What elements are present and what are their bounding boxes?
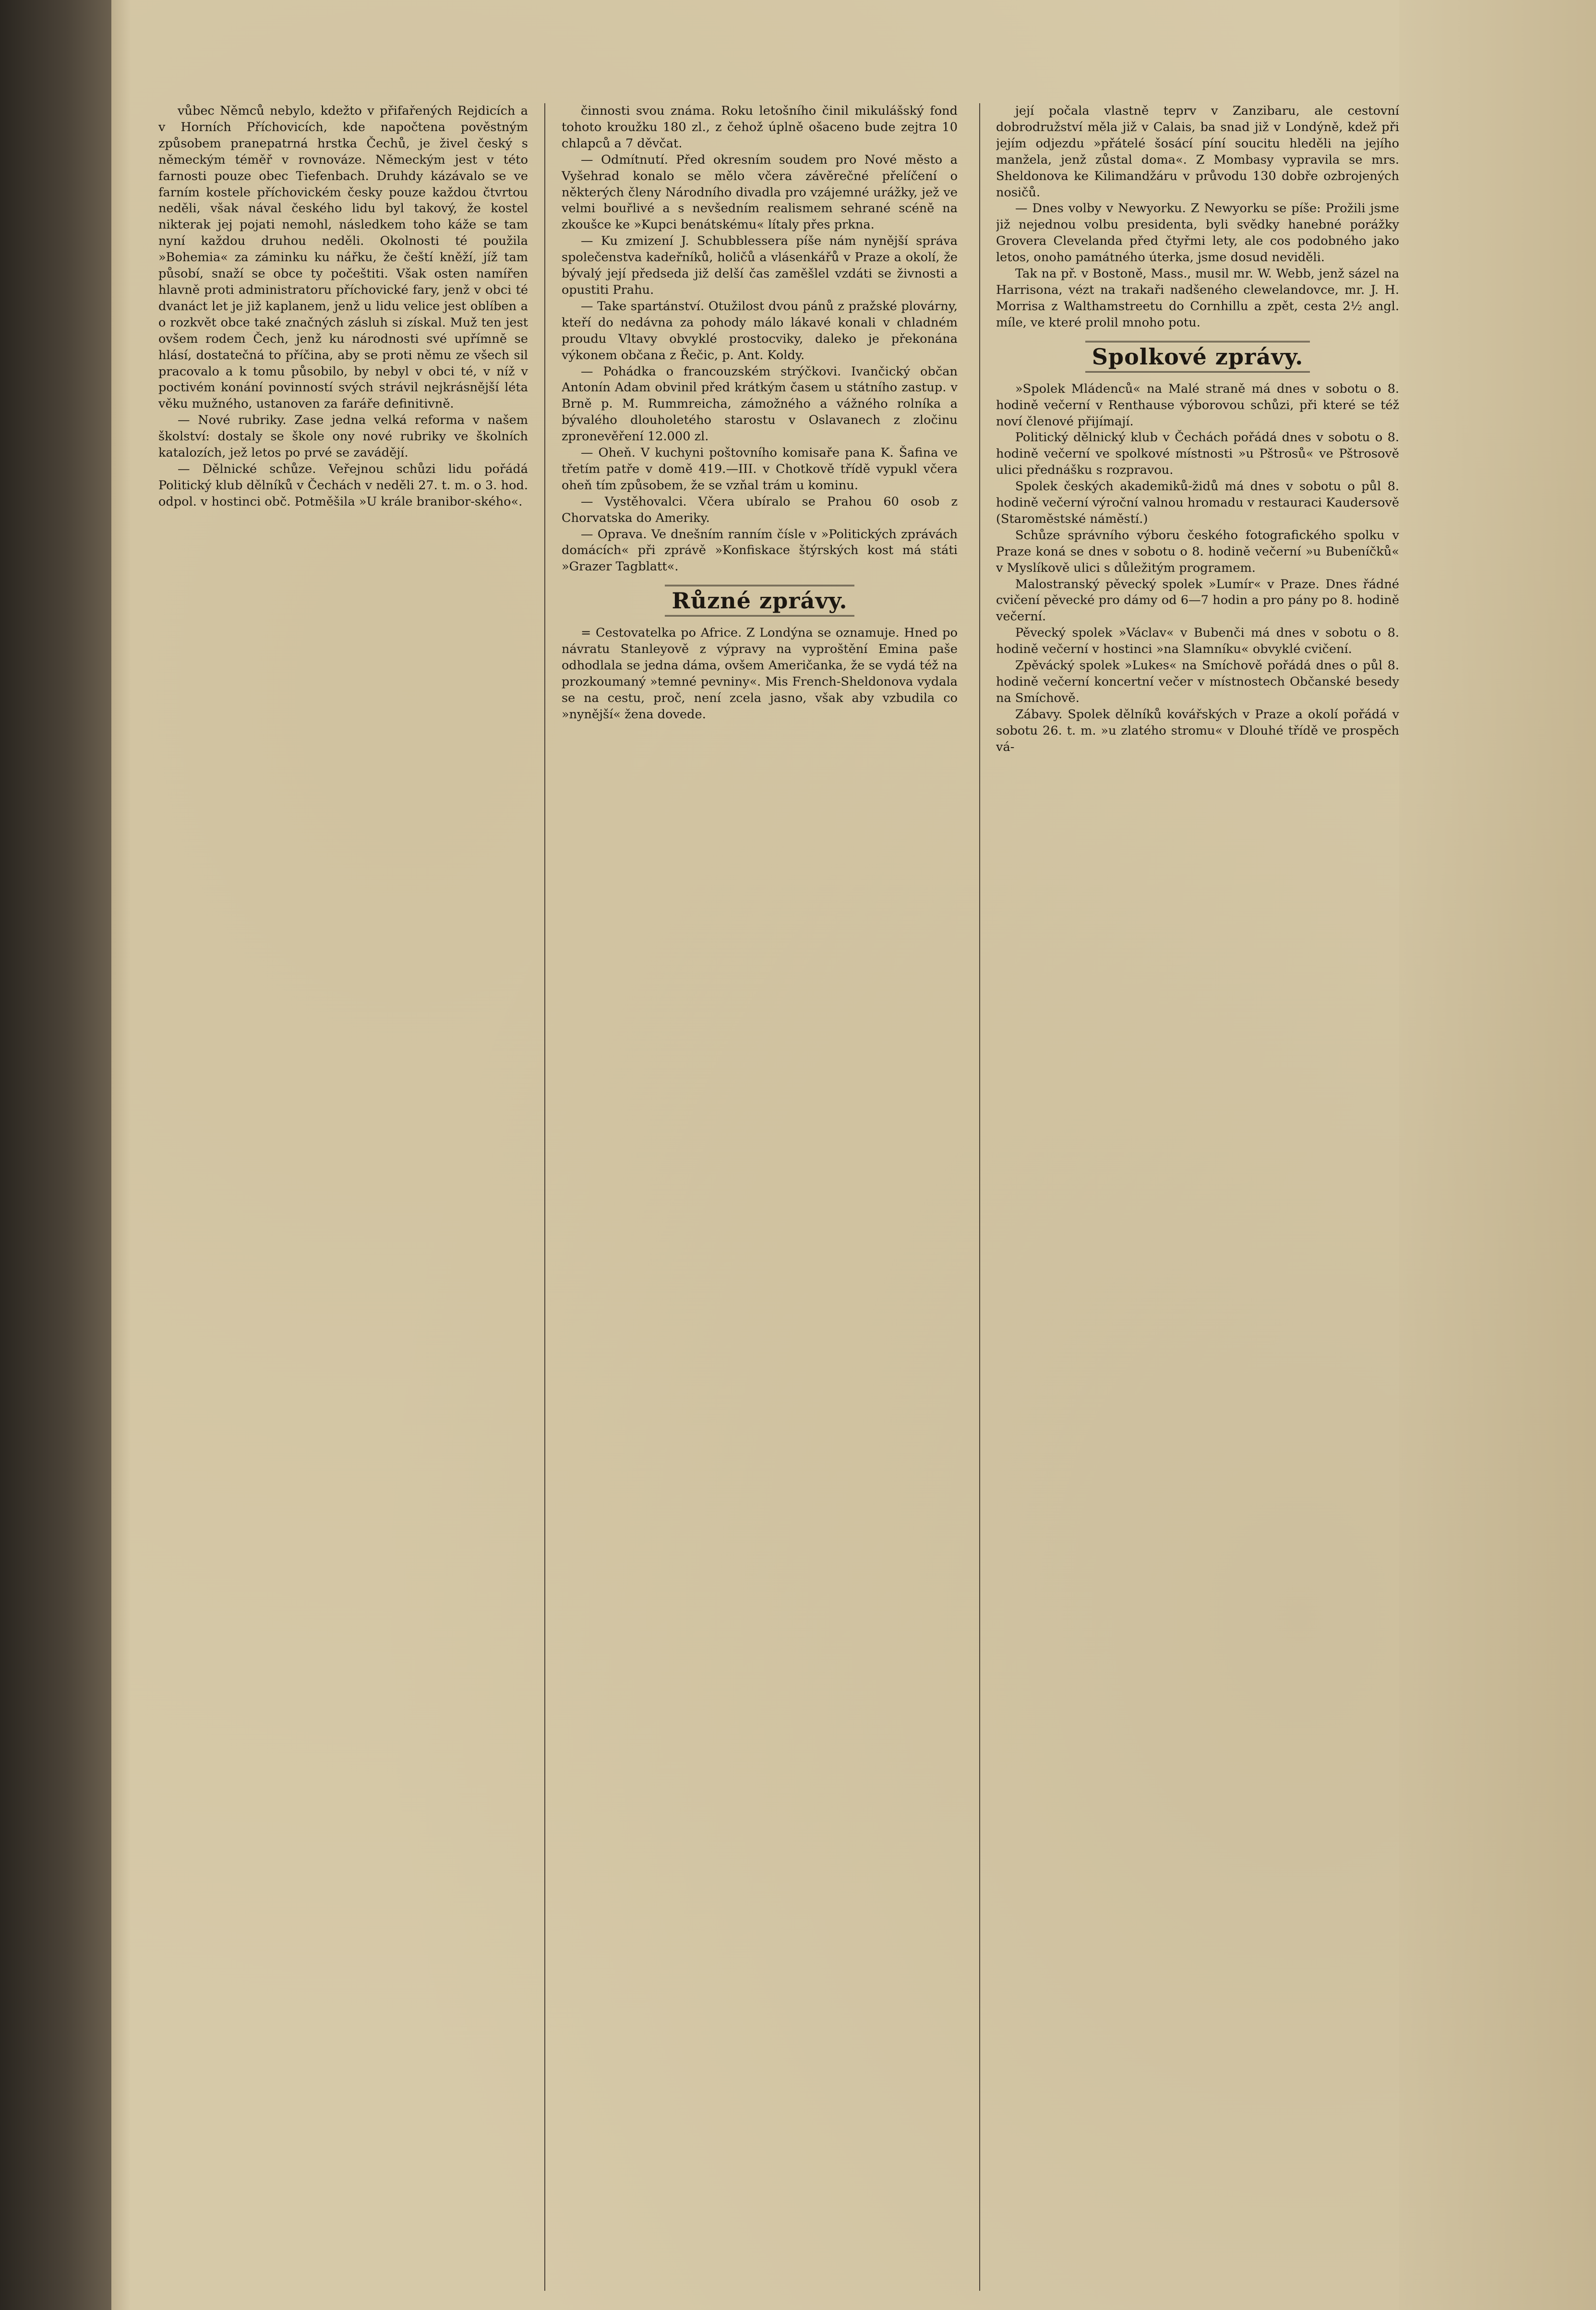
column-3: [996, 103, 1399, 2291]
paragraph: vůbec Němců nebylo, kdežto v přifařených Rejdicích a v Horních Příchovicích, kde napočtena pověstným způsobem pranepatrná hrstka Čechů, je živel český s německým téměř v rovnováze. Německým jest v této farnosti pouze obec Tiefenbach. Druhdy kázávalo se ve farním kostele příchovickém česky pouze každou čtvrtou neděli, však nával českého lidu byl takový, že kostel nikterak jej pojati nemohl, následkem toho káže se tam nyní každou druhou neděli. Okolnosti té použila »Bohemia« za záminku ku nářku, že čeští kněží, jíž tam působí, snaží se obce ty počeštiti. Však osten namířen hlavně proti administratoru příchovické fary, jenž v obci té dvanáct let je již kaplanem, jenž u lidu velice jest oblíben a o rozkvět obce také značných zásluh si získal. Muž ten jest ovšem rodem Čech, jenž ku národnosti své upřímně se hlásí, dostatečná to příčina, aby se proti němu ze všech sil pracovalo a k tomu působilo, by nebyl v obci té, v níž v poctivém konání povinností svých strávil nejkrásnější léta věku mužného, ustanoven za faráře definitivně.: [158, 104, 528, 411]
paragraph: Pěvecký spolek »Václav« v Bubenči má dnes v sobotu o 8. hodině večerní v hostinci »na Slamníku« obvyklé cvičení.: [996, 626, 1399, 657]
paragraph: Tak na př. v Bostoně, Mass., musil mr. W. Webb, jenž sázel na Harrisona, vézt na trakaři nadšeného clewelandovce, mr. J. H. Morrisa z Walthamstreetu do Cornhillu a zpět, cesta 2½ angl. míle, ve které prolil mnoho potu.: [996, 266, 1399, 330]
paragraph: — Dělnické schůze. Veřejnou schůzi lidu pořádá Politický klub dělníků v Čechách v neděli 27. t. m. o 3. hod. odpol. v hostinci obč. Potměšila »U krále branibor-ského«.: [158, 461, 528, 509]
paragraph: Zpěvácký spolek »Lukes« na Smíchově pořádá dnes o půl 8. hodině večerní koncertní večer v místnostech Občanské besedy na Smíchově.: [996, 658, 1399, 705]
newspaper-page: [111, 0, 1596, 2310]
page-margin: [1399, 0, 1596, 2310]
paragraph: — Ku zmizení J. Schubblessera píše nám nynější správa společenstva kadeřníků, holičů a vlásenkářů v Praze a okolí, že bývalý její předseda již delší čas zaměšlel vzdáti se živnosti a opustiti Prahu.: [562, 234, 958, 297]
column-1: [158, 103, 528, 2291]
column-divider: [979, 103, 980, 2291]
paragraph: — Take spartánství. Otužilost dvou pánů z pražské plovárny, kteří do nedávna za pohody málo lákavé konali v chladném proudu Vltavy obvyklé prostocviky, daleko je překonána výkonem občana z Řečic, p. Ant. Koldy.: [562, 299, 958, 363]
paragraph: Spolek českých akademiků-židů má dnes v sobotu o půl 8. hodině večerní výroční valnou hromadu v restauraci Kaudersově (Staroměstské náměstí.): [996, 479, 1399, 526]
column-divider: [544, 103, 545, 2291]
paragraph: — Oprava. Ve dnešním ranním čísle v »Politických zprávách domácích« při zprávě »Konfiskace štýrských kost má státi »Grazer Tagblatt«.: [562, 527, 958, 574]
paragraph: činnosti svou známa. Roku letošního činil mikulášský fond tohoto kroužku 180 zl., z čehož úplně ošaceno bude zejtra 10 chlapců a 7 děvčat.: [562, 104, 958, 151]
paragraph: — Oheň. V kuchyni poštovního komisaře pana K. Šafina ve třetím patře v domě 419.—III. v Chotkově třídě vypukl včera oheň tím způsobem, že se vzňal trám u kominu.: [562, 446, 958, 493]
paragraph: její počala vlastně teprv v Zanzibaru, ale cestovní dobrodružství měla již v Calais, ba snad již v Londýně, kdež při jejím odjezdu »přátelé šosácí píní soucitu hleděli na jejího manžela, jenž zůstal doma«. Z Mombasy vypravila se mrs. Sheldonova ke Kilimandžáru v průvodu 130 dobře ozbrojených nosičů.: [996, 104, 1399, 200]
scanner-edge: [0, 0, 111, 2310]
paragraph: — Dnes volby v Newyorku. Z Newyorku se píše: Prožili jsme již nejednou volbu presidenta, byli svědky hanebné porážky Grovera Clevelanda před čtyřmi lety, ale cos podobného jako letos, onoho památného úterka, jsme dosud neviděli.: [996, 201, 1399, 265]
section-heading-spolkove-zpravy: Spolkové zprávy.: [996, 341, 1399, 373]
column-2: [562, 103, 958, 2291]
paragraph: = Cestovatelka po Africe. Z Londýna se oznamuje. Hned po návratu Stanleyově z výpravy na vyproštění Emina paše odhodlala se jedna dáma, ovšem Američanka, že se vydá též na prozkoumaný »temné pevniny«. Mis French-Sheldonova vydala se na cestu, proč, není zcela jasno, však aby vzbudila co »nynější« žena dovede.: [562, 626, 958, 722]
paragraph: — Pohádka o francouzském strýčkovi. Ivančický občan Antonín Adam obvinil před krátkým časem u státního zastup. v Brně p. M. Rummreicha, zámožného a vážného rolníka a bývalého dlouholetého starostu v Oslavanech z zločinu zpronevěření 12.000 zl.: [562, 364, 958, 444]
paragraph: — Vystěhovalci. Včera ubíralo se Prahou 60 osob z Chorvatska do Ameriky.: [562, 494, 958, 525]
paragraph: »Spolek Mládenců« na Malé straně má dnes v sobotu o 8. hodině večerní v Renthause výborovou schůzi, při které se též noví členové přijímají.: [996, 381, 1399, 429]
paragraph: — Odmítnutí. Před okresním soudem pro Nové město a Vyšehrad konalo se mělo včera závěrečné přelíčení o některých členy Národního divadla pro vzájemné urážky, jež ve velmi bouřlivé a s nevšedním realismem sehrané scéně na zkoušce ke »Kupci benátskému« lítaly přes prkna.: [562, 152, 958, 232]
section-heading-ruzne-zpravy: Různé zprávy.: [562, 585, 958, 617]
paragraph: Malostranský pěvecký spolek »Lumír« v Praze. Dnes řádné cvičení pěvecké pro dámy od 6—7 hodin a pro pány po 8. hodině večerní.: [996, 577, 1399, 624]
paragraph: Politický dělnický klub v Čechách pořádá dnes v sobotu o 8. hodině večerní ve spolkové místnosti »u Pštrosů« ve Pštrosově ulici přednášku s rozpravou.: [996, 430, 1399, 478]
paragraph: — Nové rubriky. Zase jedna velká reforma v našem školství: dostaly se škole ony nové rubriky ve školních katalozích, jež letos po prvé se zavádějí.: [158, 413, 528, 460]
paragraph: Schůze správního výboru českého fotografického spolku v Praze koná se dnes v sobotu o 8. hodině večerní »u Bubeníčků« v Myslíkově ulici s důležitým programem.: [996, 528, 1399, 575]
paragraph: Zábavy. Spolek dělníků kovářských v Praze a okolí pořádá v sobotu 26. t. m. »u zlatého stromu« v Dlouhé třídě ve prospěch vá-: [996, 707, 1399, 754]
